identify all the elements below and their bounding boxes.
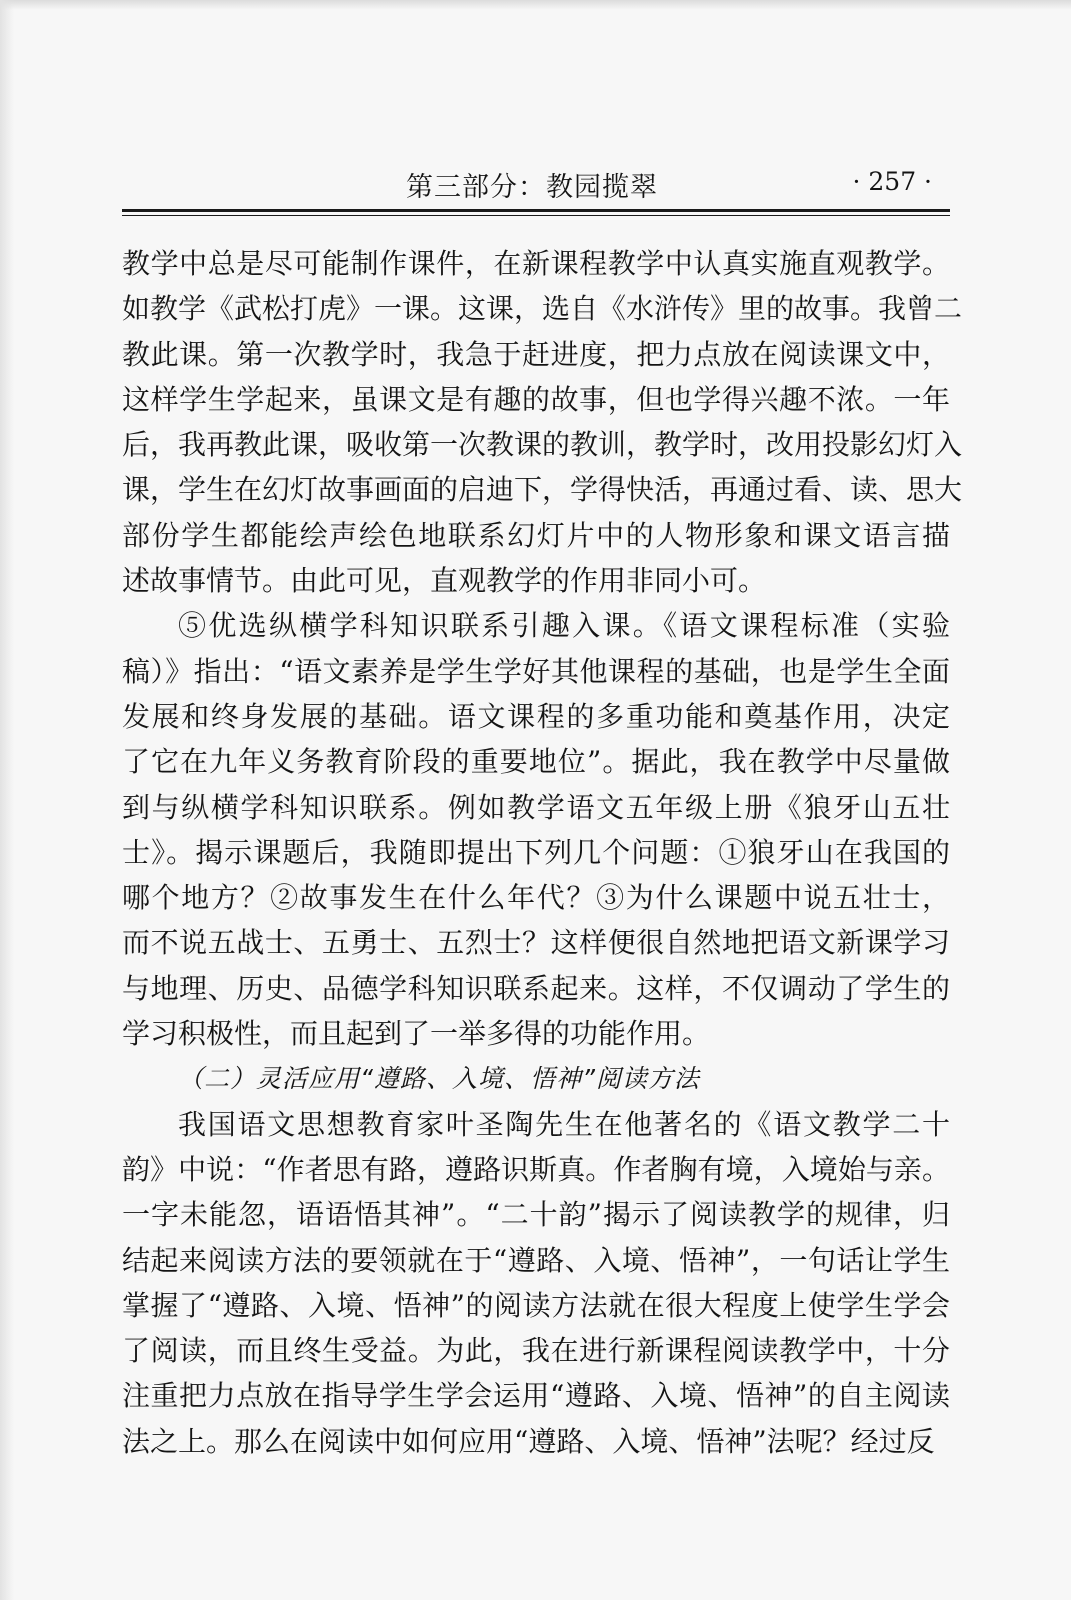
text-line: 课，学生在幻灯故事画面的启迪下，学得快活，再通过看、读、思大 [122, 473, 963, 507]
header-rule-thin [122, 215, 950, 216]
scan-edge-shadow-left [0, 0, 14, 1600]
section-heading: （二）灵活应用“遵路、入境、悟神”阅读方法 [178, 1064, 700, 1094]
text-line: 教学中总是尽可能制作课件，在新课程教学中认真实施直观教学。 [122, 247, 950, 280]
text-line: 法之上。那么在阅读中如何应用“遵路、入境、悟神”法呢？经过反 [122, 1424, 935, 1458]
page-number: · 257 · [852, 167, 932, 196]
text-line: 这样学生学起来，虽课文是有趣的故事，但也学得兴趣不浓。一年 [122, 382, 950, 416]
section-title: 第三部分：教园揽翠 [406, 172, 658, 203]
text-line: 哪个地方？②故事发生在什么年代？③为什么课题中说五壮士， [122, 881, 950, 915]
text-line: 而不说五战士、五勇士、五烈士？这样便很自然地把语文新课学习 [122, 926, 950, 960]
header-rule-thick [122, 209, 950, 212]
text-line: ⑤优选纵横学科知识联系引趣入课。《语文课程标准（实验 [178, 609, 950, 643]
scan-edge-shadow [0, 0, 1071, 10]
running-header [120, 165, 950, 205]
text-line: 注重把力点放在指导学生学会运用“遵路、入境、悟神”的自主阅读 [122, 1379, 950, 1413]
text-line: 部份学生都能绘声绘色地联系幻灯片中的人物形象和课文语言描 [122, 518, 950, 552]
text-line: 一字未能忽，语语悟其神”。“二十韵”揭示了阅读教学的规律，归 [122, 1198, 950, 1232]
text-line: 掌握了“遵路、入境、悟神”的阅读方法就在很大程度上使学生学会 [122, 1288, 950, 1322]
text-line: 结起来阅读方法的要领就在于“遵路、入境、悟神”，一句话让学生 [122, 1243, 950, 1277]
text-line: 我国语文思想教育家叶圣陶先生在他著名的《语文教学二十 [178, 1107, 950, 1141]
text-line: 了它在九年义务教育阶段的重要地位”。据此，我在教学中尽量做 [122, 745, 950, 779]
text-line: 教此课。第一次教学时，我急于赶进度，把力点放在阅读课文中， [122, 337, 950, 371]
text-line: 如教学《武松打虎》一课。这课，选自《水浒传》里的故事。我曾二 [122, 292, 963, 326]
text-line: 了阅读，而且终生受益。为此，我在进行新课程阅读教学中，十分 [122, 1334, 950, 1368]
text-line: 稿）》指出：“语文素养是学生学好其他课程的基础，也是学生全面 [122, 654, 950, 688]
text-line: 韵》中说：“作者思有路，遵路识斯真。作者胸有境，入境始与亲。 [122, 1152, 950, 1186]
text-line: 发展和终身发展的基础。语文课程的多重功能和奠基作用，决定 [122, 699, 950, 733]
text-line: 后，我再教此课，吸收第一次教课的教训，教学时，改用投影幻灯入 [122, 428, 963, 462]
text-line: 与地理、历史、品德学科知识联系起来。这样，不仅调动了学生的 [122, 971, 950, 1005]
text-line: 述故事情节。由此可见，直观教学的作用非同小可。 [122, 564, 767, 598]
text-line: 到与纵横学科知识联系。例如教学语文五年级上册《狼牙山五壮 [122, 790, 950, 824]
text-line: 学习积极性，而且起到了一举多得的功能作用。 [122, 1017, 711, 1051]
text-line: 士》。揭示课题后，我随即提出下列几个问题：①狼牙山在我国的 [122, 835, 950, 869]
body-text [122, 241, 963, 1464]
